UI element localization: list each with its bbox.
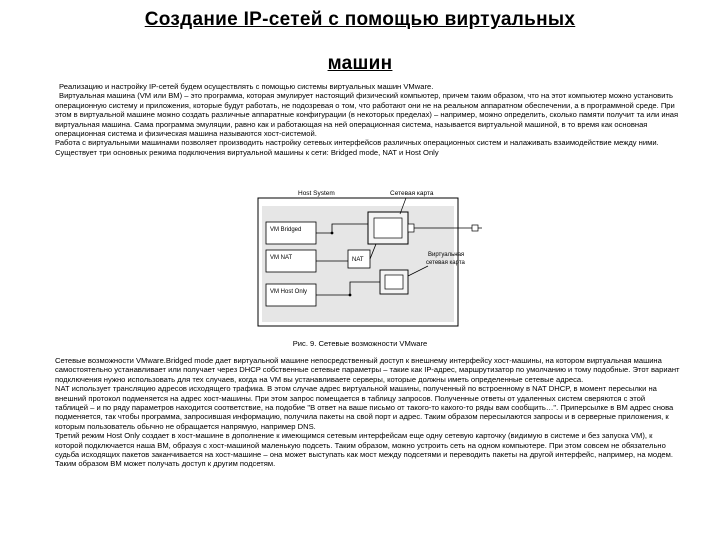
network-diagram	[250, 190, 490, 330]
vm-bridged-box	[266, 222, 316, 244]
external-link-plug	[472, 225, 478, 231]
figure-caption: Рис. 9. Сетевые возможности VMware	[292, 339, 428, 348]
page-title-line-2: машин	[327, 53, 393, 74]
intro-paragraph: Реализацию и настройку IP-сетей будем осуществлять с помощью системы виртуальных машин VMware.	[59, 82, 434, 91]
network-card-label: Сетевая карта	[390, 190, 434, 197]
page-title-line-1: Создание IP-сетей с помощью виртуальных	[144, 9, 576, 30]
virtual-card-label-line-1: Виртуальная	[428, 252, 465, 258]
bridged-link-node	[331, 232, 334, 235]
intro-paragraph: Виртуальная машина (VM или ВМ) – это программа, которая эмулирует настоящий физический компьютер, причем таким образом, что на этот компьютер можно установить операционную систему и приложения, которые будут работать, не подозревая о том, что работают они не на реальном аппаратном обеспечении, а в программной среде. При этом в виртуальной машине можно создать различные аппаратные конфигурации (в некоторых пределах) – например, можно определить, сколько памяти получит та или иная виртуальная машина. Сама программа эмуляции, равно как и работающая на ней операционная система, называется виртуальной машиной, в то время как основная операционная система и физическая машина называются хост-системой.	[55, 91, 679, 139]
network-card-port	[408, 224, 414, 232]
intro-paragraph: Работа с виртуальными машинами позволяет производить настройку сетевых интерфейсов различных операционных систем и налаживать взаимодействие между ними.	[55, 138, 659, 148]
host-system-label: Host System	[298, 190, 335, 197]
intro-text	[55, 82, 680, 157]
body-paragraph: NAT использует трансляцию адресов исходящего трафика. В этом случае адрес виртуальной машины, полученный по встроенному в NAT DHCP, в момент пересылки на внешний протокол подменяется на адрес хост-машины. При этом запрос помещается в таблицу запросов. Полученные ответы от удаленных систем сверяются с этой таблицей – и по ряду параметров находится соответствие, на подобие "В ответ на ваше письмо от такого-то какого-то ряды вам сообщить…". Приперсылке в ВМ адрес снова подменяется, так чтобы программа, запросившая информацию, получила пакеты на свой порт и адрес. Таким образом пересылаются запросы и в серверные приложения, к которым пользователь обычно не обращается напрямую, например DNS.	[55, 384, 674, 431]
vm-bridged-label: VM Bridged	[270, 227, 302, 233]
host-only-link-node	[349, 294, 352, 297]
vm-nat-label: VM NAT	[270, 255, 293, 261]
intro-paragraph: Существует три основных режима подключения виртуальной машины к сети: Bridged mode, NAT и Host Only	[55, 147, 439, 157]
body-paragraph: Сетевые возможности VMware.Bridged mode дает виртуальной машине непосредственный доступ к внешнему интерфейсу хост-машины, на котором виртуальная машина самостоятельно устанавливает или получает через DHCP собственные сетевые параметры – такие как IP-адрес, маршрутизатор по умолчанию и тому подобные. Этот вариант подключения нужно использовать для тех случаев, когда на VM вы устанавливаете серверы, которые должны иметь определенные сетевые адреса.	[55, 356, 680, 384]
nat-label: NAT	[352, 257, 364, 263]
vm-host-only-box	[266, 284, 316, 306]
vm-nat-box	[266, 250, 316, 272]
virtual-card-chip	[385, 275, 403, 289]
network-card-chip	[374, 218, 402, 238]
vm-host-only-label: VM Host Only	[270, 289, 308, 295]
virtual-card-label-line-2: сетевая карта	[426, 260, 465, 266]
body-paragraph: Третий режим Host Only создает в хост-машине в дополнение к имеющимся сетевым интерфейсам еще одну сетевую карточку (видимую в системе и без запуска VM), к которой подключается наша ВМ, образуя с хост-машиной маленькую подсеть. Таким образом, можно устроить сеть на одном компьютере. При этом совсем не обязательно судьба исходящих пакетов заканчивается на хост-машине – она может выступать как мост между подсетями и переводить пакеты на другой интерфейс, например, на модем. Таким образом ВМ может получать доступ к другим подсетям.	[55, 431, 673, 469]
body-text	[55, 356, 680, 469]
